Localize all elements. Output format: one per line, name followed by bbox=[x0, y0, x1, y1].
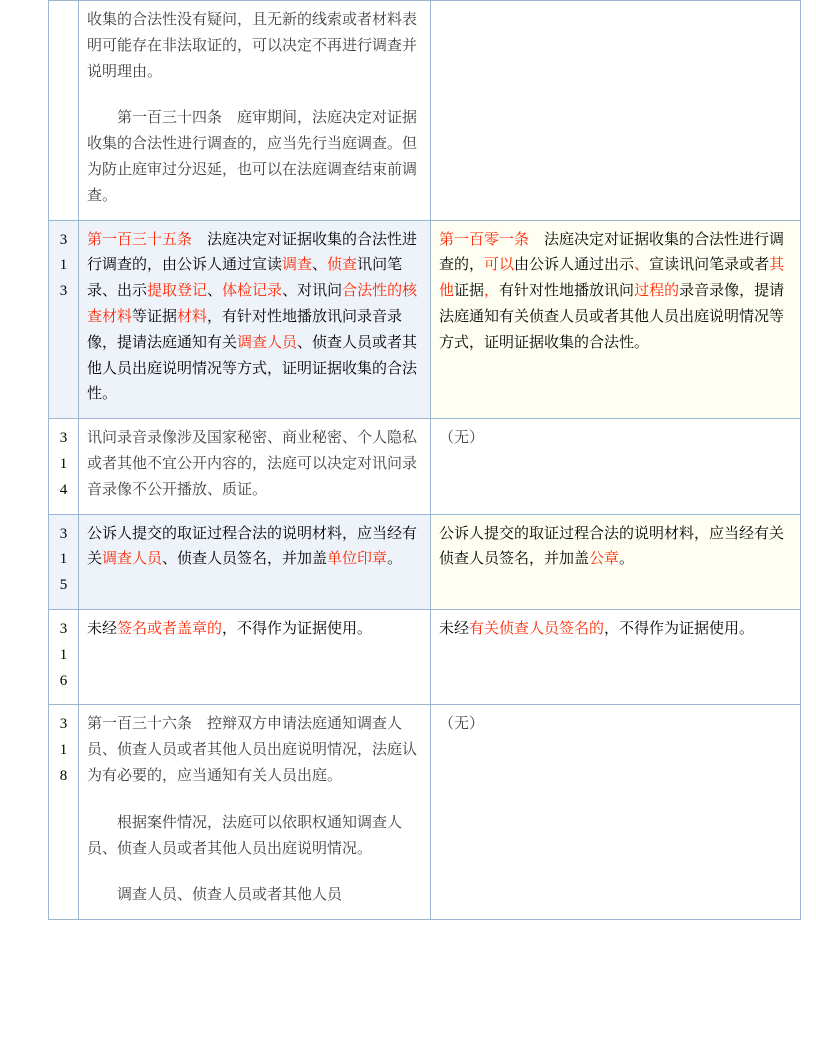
seg: 合法性的核查材料 bbox=[87, 283, 418, 325]
table-body bbox=[49, 1, 801, 920]
paragraph: 调查人员、侦查人员或者其他人员 bbox=[117, 887, 343, 904]
seg: 有关侦查人员签名的 bbox=[469, 620, 605, 637]
seg: 侦查 bbox=[327, 257, 358, 274]
table-row bbox=[49, 419, 801, 514]
seg: ，不得作为证据使用。 bbox=[222, 620, 373, 637]
old-article-cell bbox=[431, 419, 801, 514]
seg: 第一百三十五条 bbox=[87, 231, 193, 248]
new-article-cell bbox=[79, 514, 431, 609]
seg: 公诉人提交的取证过程合法的说明材料，应当经有关 bbox=[87, 525, 418, 568]
row-number: 315 bbox=[49, 514, 79, 609]
seg: 可以 bbox=[484, 257, 515, 274]
seg: 等证据 bbox=[132, 308, 178, 325]
paragraph: 第一百三十六条 控辩双方申请法庭通知调查人员、侦查人员或者其他人员出庭说明情况，法庭认为有必要的，应当通知有关人员出庭。 bbox=[87, 716, 418, 784]
paragraph: 根据案件情况，法庭可以依职权通知调查人员、侦查人员或者其他人员出庭说明情况。 bbox=[87, 814, 403, 857]
seg: 。 bbox=[387, 551, 403, 568]
old-article-cell bbox=[431, 220, 801, 419]
seg: 单位印章 bbox=[327, 551, 388, 568]
seg: 。 bbox=[619, 551, 635, 568]
new-article-cell bbox=[79, 1, 431, 221]
table-row bbox=[49, 514, 801, 609]
seg: 、 bbox=[207, 283, 223, 300]
seg: 调查人员 bbox=[102, 551, 163, 568]
seg: 调查人员 bbox=[237, 334, 298, 351]
paragraph: 收集的合法性没有疑问，且无新的线索或者材料表明可能存在非法取证的，可以决定不再进行调查并说明理由。 bbox=[87, 12, 418, 80]
seg: 公章 bbox=[589, 551, 620, 568]
row-number: 316 bbox=[49, 609, 79, 704]
seg: ，有针对性地播放讯问录音录像，提请法庭通知有关 bbox=[87, 308, 403, 351]
old-article-cell bbox=[431, 514, 801, 609]
old-article-cell bbox=[431, 1, 801, 221]
seg: 过程的 bbox=[634, 283, 680, 300]
seg: 其他 bbox=[439, 257, 785, 300]
new-article-cell bbox=[79, 609, 431, 704]
seg: ，不得作为证据使用。 bbox=[604, 620, 755, 637]
seg: 讯问笔录、出示 bbox=[87, 257, 403, 300]
paragraph: 第一百三十四条 庭审期间，法庭决定对证据收集的合法性进行调查的，应当先行当庭调查。但为防止庭审过分迟延，也可以在法庭调查结束前调查。 bbox=[87, 110, 418, 204]
seg: 未经 bbox=[87, 620, 118, 637]
seg: 有针对性地播放讯问 bbox=[499, 283, 635, 300]
seg: 法庭决定对证据收集的合法性进行调查的，由公诉人通过宣读 bbox=[87, 231, 418, 274]
seg: 讯问录音录像涉及国家秘密、商业秘密、个人隐私或者其他不宜公开内容的，法庭可以决定对讯问录音录像不公开播放、质证。 bbox=[87, 430, 418, 498]
seg: 签名或者盖章的 bbox=[117, 620, 223, 637]
seg: （无） bbox=[439, 430, 485, 447]
seg: 体检记录 bbox=[222, 283, 283, 300]
seg: 法庭决定对证据收集的合法性进行调查的， bbox=[439, 231, 785, 274]
old-article-cell bbox=[431, 705, 801, 920]
seg: 调查 bbox=[282, 257, 313, 274]
seg: 未经 bbox=[439, 620, 470, 637]
comparison-table bbox=[48, 0, 801, 920]
seg: 宣读讯问笔录或者 bbox=[649, 257, 770, 274]
seg: 第一百零一条 bbox=[439, 231, 530, 248]
row-number: 314 bbox=[49, 419, 79, 514]
table-row bbox=[49, 705, 801, 920]
old-article-cell bbox=[431, 609, 801, 704]
row-number: 313 bbox=[49, 220, 79, 419]
seg: 、 bbox=[634, 257, 650, 274]
seg: 提取登记 bbox=[147, 283, 208, 300]
new-article-cell bbox=[79, 705, 431, 920]
seg: ， bbox=[484, 283, 500, 300]
row-number bbox=[49, 1, 79, 221]
seg: 证据 bbox=[454, 283, 485, 300]
paragraph: （无） bbox=[439, 716, 485, 733]
table-row bbox=[49, 1, 801, 221]
seg: 、 bbox=[312, 257, 328, 274]
new-article-cell bbox=[79, 220, 431, 419]
new-article-cell bbox=[79, 419, 431, 514]
seg: 由公诉人通过出示 bbox=[514, 257, 635, 274]
table-row bbox=[49, 220, 801, 419]
seg: 录音录像，提请法庭通知有关侦查人员或者其他人员出庭说明情况等方式，证明证据收集的合法性。 bbox=[439, 283, 785, 351]
seg: 材料 bbox=[177, 308, 208, 325]
seg: 、侦查人员签名，并加盖 bbox=[162, 551, 328, 568]
table-row bbox=[49, 609, 801, 704]
seg: 公诉人提交的取证过程合法的说明材料，应当经有关侦查人员签名，并加盖 bbox=[439, 525, 785, 568]
seg: 、侦查人员或者其他人员出庭说明情况等方式，证明证据收集的合法性。 bbox=[87, 334, 418, 403]
row-number: 318 bbox=[49, 705, 79, 920]
seg: 、对讯问 bbox=[282, 283, 343, 300]
